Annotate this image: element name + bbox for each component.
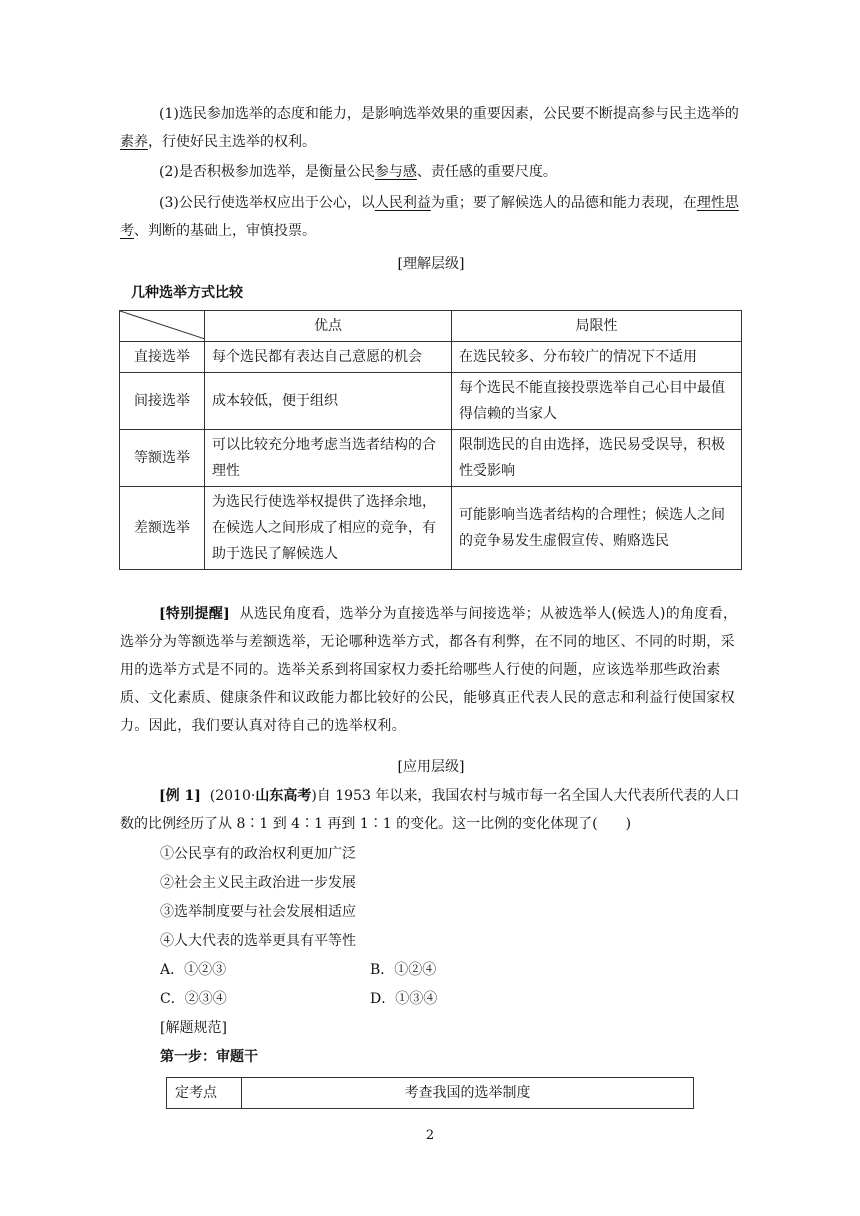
example-stem: [例 1] (2010·山东高考)自 1953 年以来，我国农村与城市每一名全国人大代表所代表的人口数的比例经历了从 8∶1 到 4∶1 再到 1∶1 的变化。这一比例的变化体现了( ) [120, 788, 740, 832]
statement-3: ③选举制度要与社会发展相适应 [160, 904, 356, 920]
example-source: 山东高考 [255, 788, 312, 804]
paragraph-2: (2)是否积极参加选举，是衡量公民参与感、责任感的重要尺度。 [159, 164, 557, 180]
header-pros: 优点 [205, 311, 452, 342]
table-row [120, 430, 742, 487]
statement-1: ①公民享有的政治权利更加广泛 [160, 846, 356, 862]
solution-label: [解题规范] [160, 1020, 227, 1036]
page-number: 2 [425, 1128, 435, 1143]
comparison-table [119, 310, 742, 570]
tip-label: [特别提醒] [159, 606, 231, 622]
special-tip [120, 600, 742, 740]
underlined-term: 参与感 [374, 164, 417, 180]
step-table [166, 1077, 694, 1109]
row-con: 每个选民不能直接投票选举自己心目中最值得信赖的当家人 [452, 373, 742, 430]
example-stem-text: 自 1953 年以来，我国农村与城市每一名全国人大代表所代表的人口数的比例经历了从 8∶1 到 4∶1 再到 1∶1 的变化。这一比例的变化体现了( ) [120, 788, 740, 832]
step1-title: 第一步：审题干 [160, 1049, 258, 1065]
row-pro: 成本较低，便于组织 [205, 373, 452, 430]
row-name: 直接选举 [120, 342, 205, 373]
table-row [120, 373, 742, 430]
row-pro: 可以比较充分地考虑当选者结构的合理性 [205, 430, 452, 487]
option-c: C．②③④ [160, 991, 227, 1007]
row-name: 差额选举 [120, 487, 205, 570]
diagonal-header-cell [120, 311, 205, 342]
row-name: 间接选举 [120, 373, 205, 430]
row-pro: 为选民行使选举权提供了选择余地，在候选人之间形成了相应的竞争，有助于选民了解候选人 [205, 487, 452, 570]
underlined-term: 理性思考 [120, 195, 739, 239]
paragraph-3: (3)公民行使选举权应出于公心，以人民利益为重；要了解候选人的品德和能力表现，在理性思考、判断的基础上，审慎投票。 [120, 195, 739, 239]
example-label: [例 1] [159, 788, 201, 804]
statement-2: ②社会主义民主政治进一步发展 [160, 875, 356, 891]
table-row [120, 487, 742, 570]
row-name: 等额选举 [120, 430, 205, 487]
diagonal-line [120, 311, 205, 339]
level-apply-heading: [应用层级] [397, 759, 465, 775]
step-value: 考查我国的选举制度 [242, 1078, 694, 1109]
statement-4: ④人大代表的选举更具有平等性 [160, 933, 356, 949]
header-cons: 局限性 [452, 311, 742, 342]
row-con: 可能影响当选者结构的合理性；候选人之间的竞争易发生虚假宣传、贿赂选民 [452, 487, 742, 570]
option-d: D．①③④ [370, 991, 438, 1007]
paragraph-1: (1)选民参加选举的态度和能力，是影响选举效果的重要因素，公民要不断提高参与民主选举的素养，行使好民主选举的权利。 [120, 106, 739, 150]
underlined-term: 人民利益 [374, 195, 431, 211]
option-a: A．①②③ [160, 962, 227, 978]
table-title: 几种选举方式比较 [131, 285, 243, 301]
option-b: B．①②④ [370, 962, 437, 978]
underlined-term: 素养 [120, 134, 148, 150]
row-con: 限制选民的自由选择，选民易受误导，积极性受影响 [452, 430, 742, 487]
table-row [167, 1078, 694, 1109]
row-pro: 每个选民都有表达自己意愿的机会 [205, 342, 452, 373]
level-understand-heading: [理解层级] [397, 256, 465, 272]
table-row [120, 342, 742, 373]
row-con: 在选民较多、分布较广的情况下不适用 [452, 342, 742, 373]
step-key: 定考点 [167, 1078, 242, 1109]
table-header-row [120, 311, 742, 342]
tip-text: 从选民角度看，选举分为直接选举与间接选举；从被选举人(候选人)的角度看，选举分为等额选举与差额选举，无论哪种选举方式，都各有利弊，在不同的地区、不同的时期，采用的选举方式是不同的。选举关系到将国家权力委托给哪些人行使的问题，应该选举那些政治素质、文化素质、健康条件和议政能力都比较好的公民，能够真正代表人民的意志和利益行使国家权力。因此，我们要认真对待自己的选举权利。 [120, 606, 738, 734]
